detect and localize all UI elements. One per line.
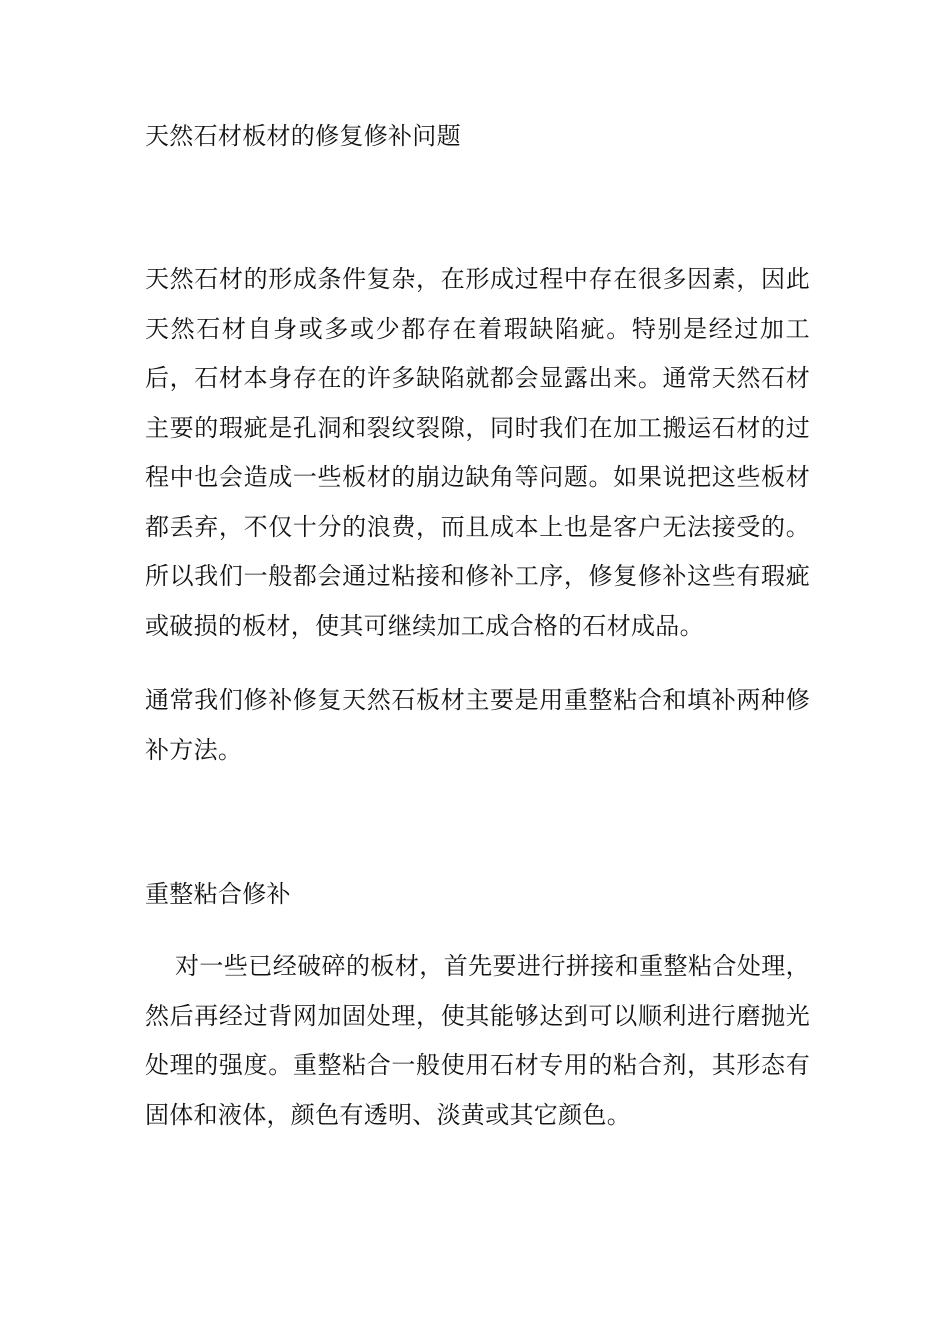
- document-title: 天然石材板材的修复修补问题: [145, 122, 461, 150]
- section-heading: 重整粘合修补: [145, 880, 291, 908]
- paragraph-methods: 通常我们修补修复天然石板材主要是用重整粘合和填补两种修补方法。: [145, 686, 810, 764]
- section-paragraph: 对一些已经破碎的板材，首先要进行拼接和重整粘合处理，然后再经过背网加固处理，使其能够达到可以顺利进行磨抛光处理的强度。重整粘合一般使用石材专用的粘合剂，其形态有固体和液体，颜色有透明、淡黄或其它颜色。: [145, 952, 810, 1129]
- paragraph-intro: 天然石材的形成条件复杂，在形成过程中存在很多因素，因此天然石材自身或多或少都存在着瑕缺陷疵。特别是经过加工后，石材本身存在的许多缺陷就都会显露出来。通常天然石材主要的瑕疵是孔洞和裂纹裂隙，同时我们在加工搬运石材的过程中也会造成一些板材的崩边缺角等问题。如果说把这些板材都丢弃，不仅十分的浪费，而且成本上也是客户无法接受的。所以我们一般都会通过粘接和修补工序，修复修补这些有瑕疵或破损的板材，使其可继续加工成合格的石材成品。: [145, 265, 810, 640]
